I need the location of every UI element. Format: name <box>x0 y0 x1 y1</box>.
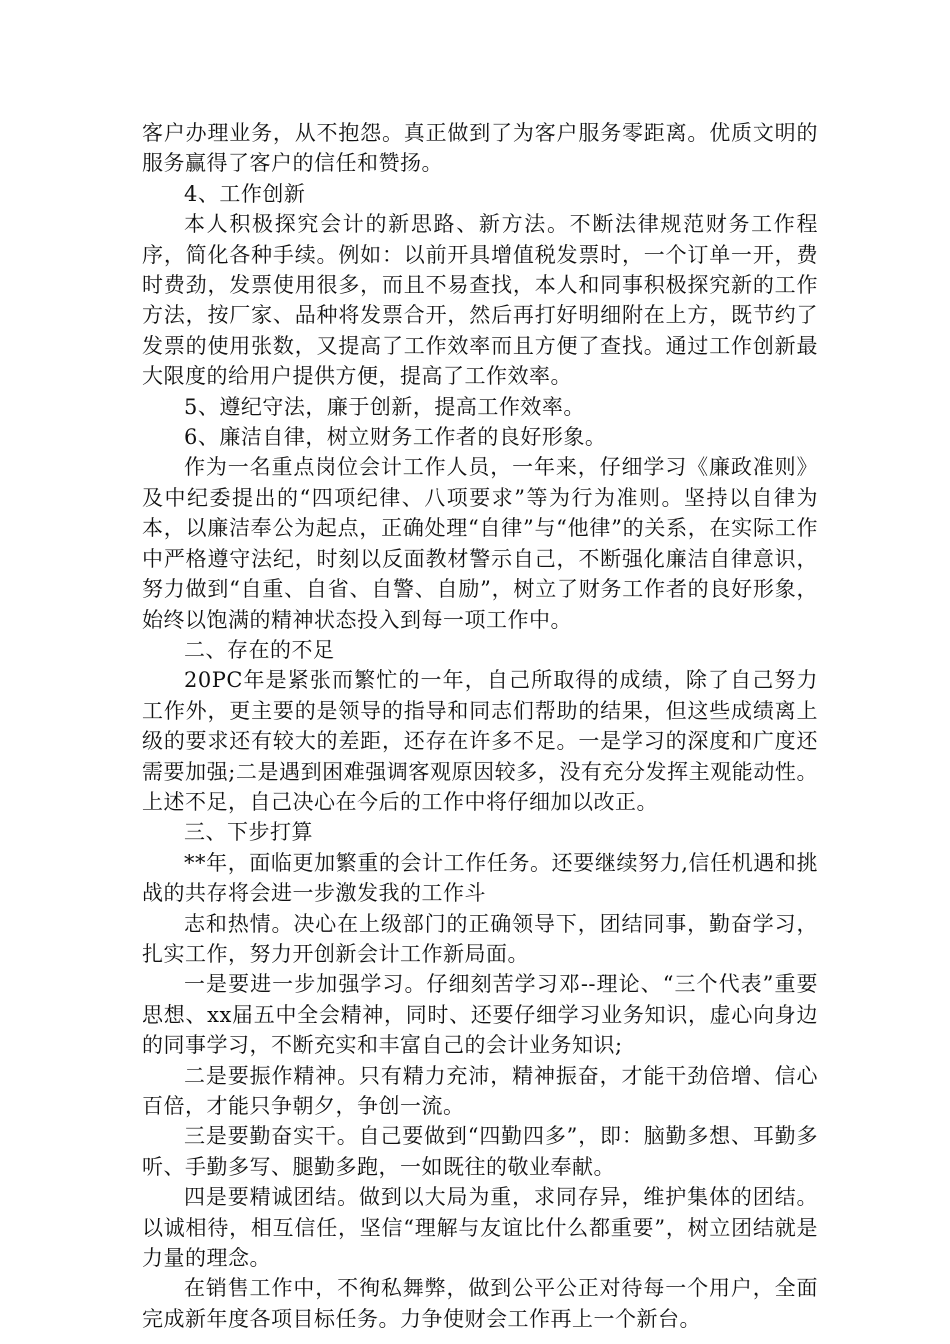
paragraph-sales-work: 在销售工作中，不徇私舞弊，做到公平公正对待每一个用户，全面完成新年度各项目标任务。力争使财会工作再上一个新台。 <box>142 1276 818 1331</box>
paragraph-integrity-body: 作为一名重点岗位会计工作人员，一年来，仔细学习《廉政准则》及中纪委提出的“四项纪律、八项要求”等为行为准则。坚持以自律为本，以廉洁奉公为起点，正确处理“自律”与“他律”的关系，在实际工作中严格遵守法纪，时刻以反面教材警示自己，不断强化廉洁自律意识，努力做到“自重、自省、自警、自励”，树立了财务工作者的良好形象，始终以饱满的精神状态投入到每一项工作中。 <box>142 455 818 632</box>
heading-law-abiding: 5、遵纪守法，廉于创新，提高工作效率。 <box>184 394 585 419</box>
paragraph-innovation-body: 本人积极探究会计的新思路、新方法。不断法律规范财务工作程序，简化各种手续。例如：以前开具增值税发票时，一个订单一开，费时费劲，发票使用很多，而且不易查找，本人和同事积极探究新的工作方法，按厂家、品种将发票合开，然后再打好明细附在上方，既节约了发票的使用张数，又提高了工作效率而且方便了查找。通过工作创新最大限度的给用户提供方便，提高了工作效率。 <box>142 212 818 389</box>
heading-integrity: 6、廉洁自律，树立财务工作者的良好形象。 <box>184 425 607 450</box>
paragraph-next-year-intro: **年，面临更加繁重的会计工作任务。还要继续努力,信任机遇和挑战的共存将会进一步激发我的工作斗 <box>142 850 818 906</box>
heading-next-steps: 三、下步打算 <box>184 820 313 845</box>
paragraph-plan-diligence: 三是要勤奋实干。自己要做到“四勤四多”，即：脑勤多想、耳勤多听、手勤多写、腿勤多跑，一如既往的敬业奉献。 <box>142 1124 818 1179</box>
paragraph-shortcomings-body: 20PC年是紧张而繁忙的一年，自己所取得的成绩，除了自己努力工作外，更主要的是领导的指导和同志们帮助的结果，但这些成绩离上级的要求还有较大的差距，还存在许多不足。一是学习的深度和广度还需要加强;二是遇到困难强调客观原因较多，没有充分发挥主观能动性。上述不足，自己决心在今后的工作中将仔细加以改正。 <box>142 668 818 814</box>
paragraph-plan-study: 一是要进一步加强学习。仔细刻苦学习邓--理论、“三个代表”重要思想、xx届五中全会精神，同时、还要仔细学习业务知识，虚心向身边的同事学习，不断充实和丰富自己的会计业务知识; <box>142 972 818 1058</box>
heading-work-innovation: 4、工作创新 <box>184 181 306 206</box>
paragraph-next-year-continued: 志和热情。决心在上级部门的正确领导下，团结同事，勤奋学习，扎实工作，努力开创新会计工作新局面。 <box>142 911 818 966</box>
paragraph-service-continuation: 客户办理业务，从不抱怨。真正做到了为客户服务零距离。优质文明的服务赢得了客户的信任和赞扬。 <box>142 121 818 176</box>
document-body <box>142 118 818 1334</box>
paragraph-plan-spirit: 二是要振作精神。只有精力充沛，精神振奋，才能干劲倍增、信心百倍，才能只争朝夕，争创一流。 <box>142 1063 818 1118</box>
heading-shortcomings: 二、存在的不足 <box>184 637 335 662</box>
paragraph-plan-unity: 四是要精诚团结。做到以大局为重，求同存异，维护集体的团结。以诚相待，相互信任，坚信“理解与友谊比什么都重要”，树立团结就是力量的理念。 <box>142 1185 818 1271</box>
